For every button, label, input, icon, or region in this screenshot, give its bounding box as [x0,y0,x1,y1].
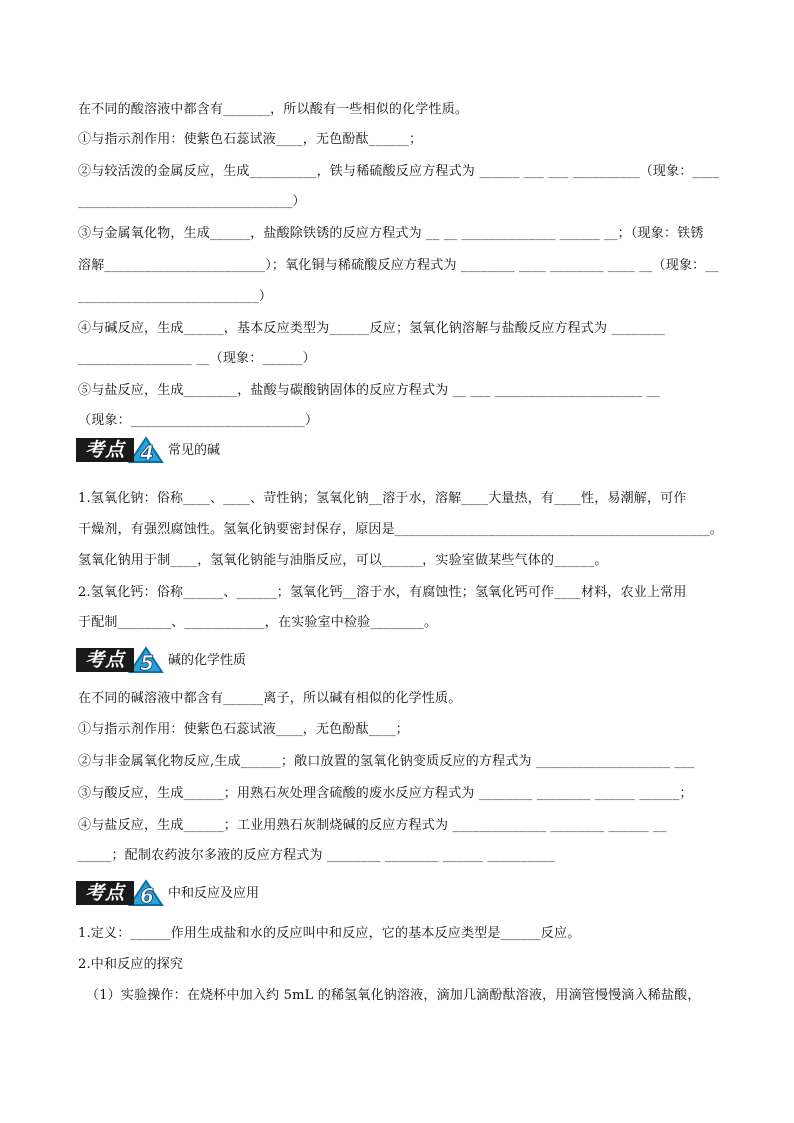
text-line: ①与指示剂作用：使紫色石蕊试液____，无色酚酞____； [78,722,409,737]
section-badge [76,879,166,907]
text-line: ___________________________） [78,289,273,304]
section-label: 考点 [76,881,134,905]
section-number: 5 [140,651,154,674]
text-line: 1.氢氧化钠：俗称____、____、苛性钠；氢氧化钠__溶于水，溶解____大量热，有____性，易潮解，可作 [78,491,687,506]
text-line: ④与盐反应，生成______；工业用熟石灰制烧碱的反应方程式为 ______________ ________ ______ __ [78,818,667,833]
text-line: （1）实验操作：在烧杯中加入约 5mL 的稀氢氧化钠溶液，滴加几滴酚酞溶液，用滴管慢慢滴入稀盐酸， [86,988,701,1003]
text-line: ④与碱反应，生成______，基本反应类型为______反应；氢氧化钠溶解与盐酸反应方程式为 ________ [78,321,666,336]
section-badge [76,646,166,674]
text-line: ③与酸反应，生成______；用熟石灰处理含硫酸的废水反应方程式为 ________ ________ ______ ______； [78,786,693,801]
text-line: 2.氢氧化钙：俗称______、______；氢氧化钙__溶于水，有腐蚀性；氢氧化钙可作____材料，农业上常用 [78,585,687,600]
text-line: ②与较活泼的金属反应，生成__________，铁与稀硫酸反应方程式为 ______ ___ ___ __________（现象：____ [78,164,720,179]
text-line: 2.中和反应的探究 [78,957,184,972]
section-title: 中和反应及应用 [168,886,260,901]
section-title: 常见的碱 [168,443,221,458]
text-line: 在不同的碱溶液中都含有______离子，所以碱有相似的化学性质。 [78,691,462,706]
section-label: 考点 [76,648,134,672]
text-line: ②与非金属氧化物反应,生成______；敞口放置的氢氧化钠变质反应的方程式为 ____________________ ___ [78,754,695,769]
text-line: （现象：__________________________） [78,413,319,428]
section-number: 4 [140,441,154,464]
section-label: 考点 [76,438,134,462]
text-line: 氢氧化钠用于制____，氢氧化钠能与油脂反应，可以______，实验室做某些气体的______。 [78,553,608,568]
text-line: 溶解________________________）；氧化铜与稀硫酸反应方程式为 ________ ____ ________ ____ __（现象：__ [78,258,719,273]
text-line: 1.定义：______作用生成盐和水的反应叫中和反应，它的基本反应类型是______反应。 [78,926,581,941]
text-line: 在不同的酸溶液中都含有_______，所以酸有一些相似的化学性质。 [78,102,469,117]
section-badge [76,436,166,464]
text-line: _________________ __（现象：______） [78,351,316,366]
text-line: ⑤与盐反应，生成________，盐酸与碳酸钠固体的反应方程式为 __ ___ ______________________ __ [78,383,661,398]
section-number: 6 [140,884,154,907]
text-line: ③与金属氧化物，生成______，盐酸除铁锈的反应方程式为 __ __ ______________ ______ __；（现象：铁锈 [78,226,704,241]
section-title: 碱的化学性质 [168,653,247,668]
text-line: ①与指示剂作用：使紫色石蕊试液____，无色酚酞______； [78,132,423,147]
text-line: 干燥剂，有强烈腐蚀性。氢氧化钠要密封保存，原因是_______________________________________________。 [78,522,723,537]
text-line: ________________________________） [78,194,306,209]
text-line: 于配制________、____________，在实验室中检验________。 [78,615,438,630]
text-line: _____；配制农药波尔多液的反应方程式为 ________ ________ ______ __________ [78,848,555,863]
